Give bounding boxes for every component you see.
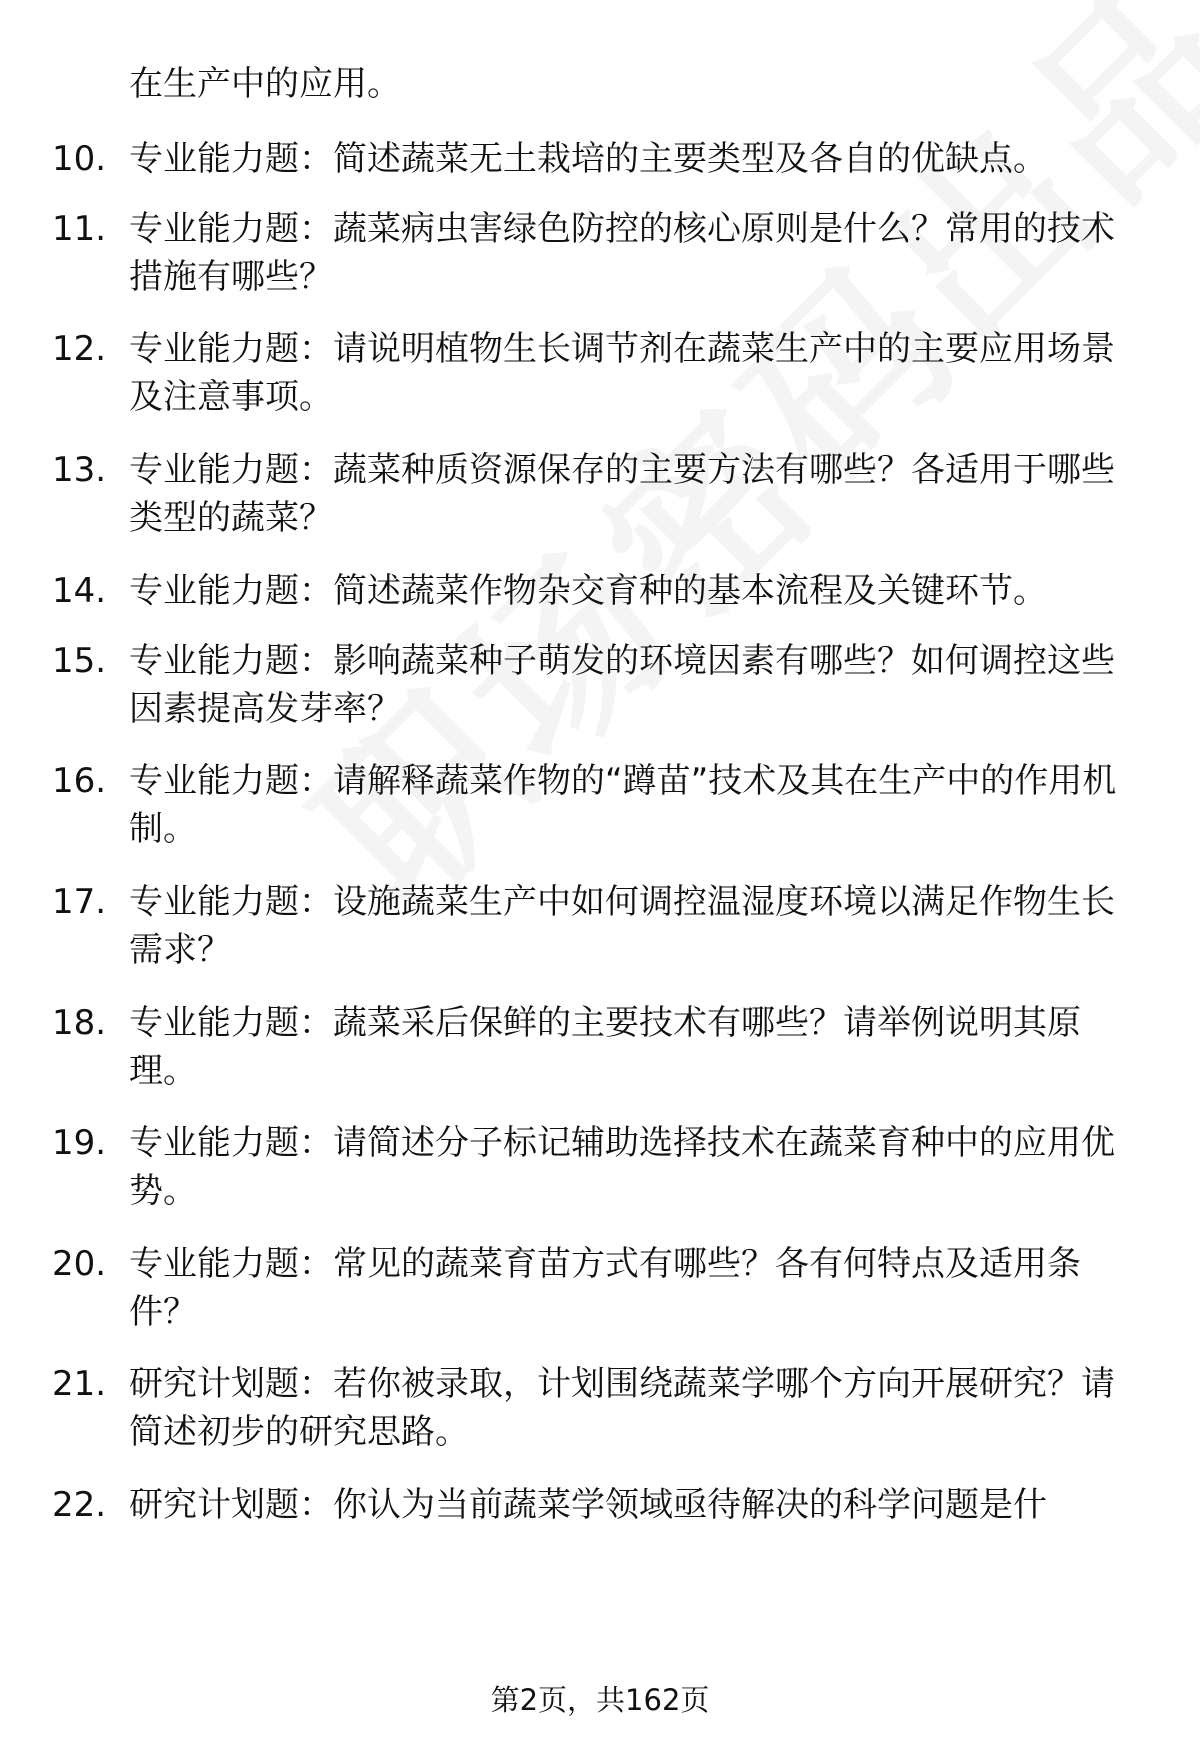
question-number: 14. [52,571,107,611]
question-number: 15. [52,641,107,681]
question-number: 12. [52,329,107,369]
question-text: 研究计划题：你认为当前蔬菜学领域亟待解决的科学问题是什 [129,1485,1047,1525]
question-number: 13. [52,450,107,490]
question-number: 10. [52,139,107,179]
question-text: 专业能力题：请解释蔬菜作物的“蹲苗”技术及其在生产中的作用机制。 [129,761,1117,849]
question-number: 22. [52,1485,107,1525]
question-text: 专业能力题：设施蔬菜生产中如何调控温湿度环境以满足作物生长需求？ [129,882,1115,970]
continuation-text: 在生产中的应用。 [129,64,401,104]
question-number: 17. [52,882,107,922]
question-number: 20. [52,1244,107,1284]
question-text: 专业能力题：简述蔬菜作物杂交育种的基本流程及关键环节。 [129,571,1047,611]
question-text: 专业能力题：蔬菜采后保鲜的主要技术有哪些？请举例说明其原理。 [129,1003,1081,1091]
page-footer: 第2页，共162页 [490,1683,710,1717]
question-number: 19. [52,1123,107,1163]
question-text: 研究计划题：若你被录取，计划围绕蔬菜学哪个方向开展研究？请简述初步的研究思路。 [129,1364,1115,1452]
question-text: 专业能力题：蔬菜种质资源保存的主要方法有哪些？各适用于哪些类型的蔬菜？ [129,450,1115,538]
question-number: 16. [52,761,107,801]
question-number: 18. [52,1003,107,1043]
question-number: 11. [52,209,107,249]
question-text: 专业能力题：请简述分子标记辅助选择技术在蔬菜育种中的应用优势。 [129,1123,1115,1211]
question-number: 21. [52,1364,107,1404]
question-text: 专业能力题：影响蔬菜种子萌发的环境因素有哪些？如何调控这些因素提高发芽率？ [129,641,1115,729]
question-text: 专业能力题：常见的蔬菜育苗方式有哪些？各有何特点及适用条件？ [129,1244,1081,1332]
question-text: 专业能力题：请说明植物生长调节剂在蔬菜生产中的主要应用场景及注意事项。 [129,329,1115,417]
question-text: 专业能力题：简述蔬菜无土栽培的主要类型及各自的优缺点。 [129,139,1047,179]
question-text: 专业能力题：蔬菜病虫害绿色防控的核心原则是什么？常用的技术措施有哪些？ [129,209,1115,297]
